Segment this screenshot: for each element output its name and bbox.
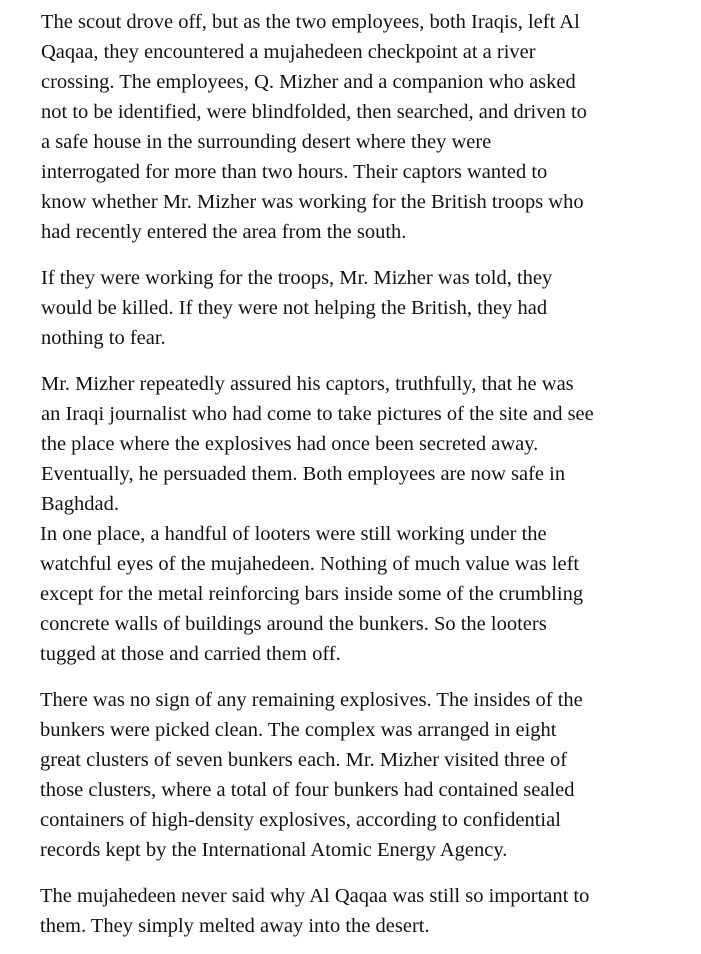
text-line: crossing. The employees, Q. Mizher and a companion who asked bbox=[41, 71, 576, 93]
text-line: concrete walls of buildings around the bunkers. So the looters bbox=[40, 613, 547, 635]
text-line: nothing to fear. bbox=[41, 327, 166, 349]
text-line: those clusters, where a total of four bunkers had contained sealed bbox=[40, 779, 575, 801]
text-line: would be killed. If they were not helping the British, they had bbox=[41, 297, 548, 319]
text-line: an Iraqi journalist who had come to take pictures of the site and see bbox=[41, 403, 594, 425]
text-line: Qaqaa, they encountered a mujahedeen checkpoint at a river bbox=[41, 41, 536, 63]
text-line: The mujahedeen never said why Al Qaqaa was still so important to bbox=[40, 885, 590, 907]
text-line: containers of high-density explosives, according to confidential bbox=[40, 809, 561, 831]
text-line: If they were working for the troops, Mr. Mizher was told, they bbox=[41, 267, 553, 289]
paragraph-scout-checkpoint bbox=[41, 7, 681, 247]
text-line: the place where the explosives had once been secreted away. bbox=[41, 433, 539, 455]
text-line: interrogated for more than two hours. Their captors wanted to bbox=[41, 161, 548, 183]
text-line: except for the metal reinforcing bars inside some of the crumbling bbox=[40, 583, 584, 605]
paragraph-bunkers bbox=[40, 685, 681, 865]
text-line: Eventually, he persuaded them. Both employees are now safe in bbox=[41, 463, 566, 485]
paragraph-threat bbox=[41, 263, 681, 353]
text-line: In one place, a handful of looters were still working under the bbox=[40, 523, 547, 545]
paragraph-looters bbox=[40, 519, 681, 669]
text-line: The scout drove off, but as the two employees, both Iraqis, left Al bbox=[41, 11, 580, 33]
article-body bbox=[41, 7, 681, 941]
text-line: records kept by the International Atomic Energy Agency. bbox=[40, 839, 508, 861]
text-line: know whether Mr. Mizher was working for the British troops who bbox=[41, 191, 584, 213]
text-line: tugged at those and carried them off. bbox=[40, 643, 341, 665]
text-line: great clusters of seven bunkers each. Mr. Mizher visited three of bbox=[40, 749, 568, 771]
text-line: watchful eyes of the mujahedeen. Nothing of much value was left bbox=[40, 553, 580, 575]
text-line: Mr. Mizher repeatedly assured his captors, truthfully, that he was bbox=[41, 373, 574, 395]
text-line: a safe house in the surrounding desert where they were bbox=[41, 131, 492, 153]
paragraph-melted-away bbox=[40, 881, 681, 941]
text-line: had recently entered the area from the south. bbox=[41, 221, 407, 243]
text-line: bunkers were picked clean. The complex was arranged in eight bbox=[40, 719, 557, 741]
text-line: Baghdad. bbox=[41, 493, 119, 515]
paragraph-persuaded bbox=[41, 369, 681, 519]
text-line: them. They simply melted away into the desert. bbox=[40, 915, 430, 937]
text-line: not to be identified, were blindfolded, then searched, and driven to bbox=[41, 101, 587, 123]
text-line: There was no sign of any remaining explosives. The insides of the bbox=[40, 689, 583, 711]
